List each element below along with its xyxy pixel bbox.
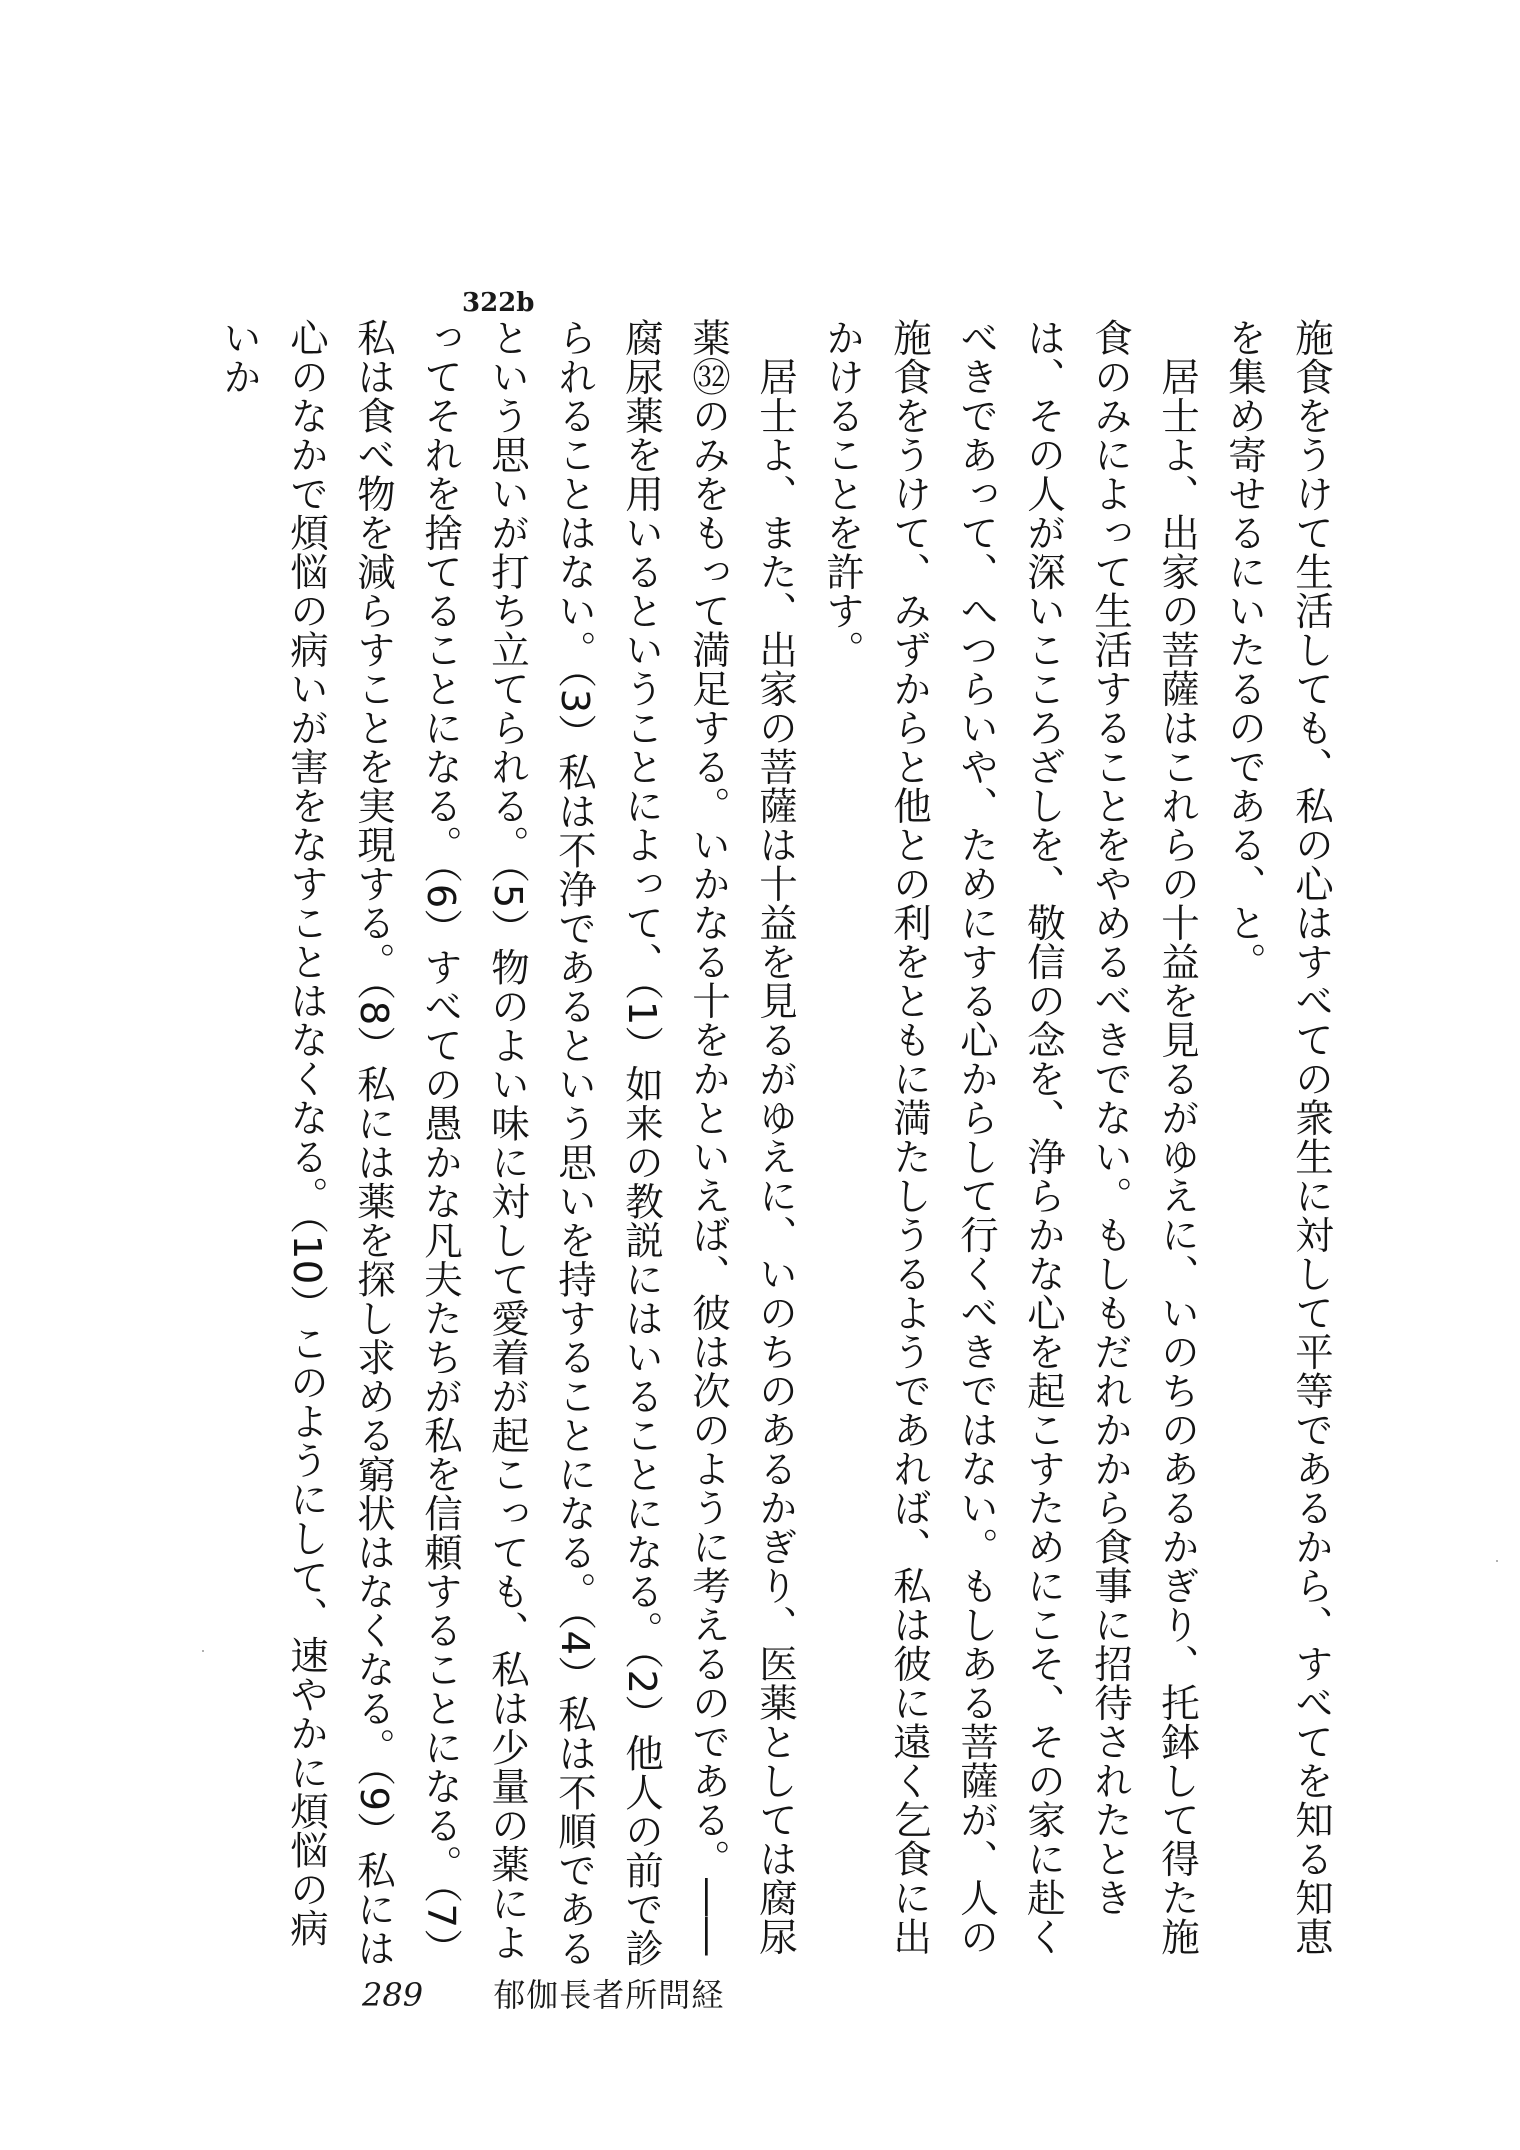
text-line: のみによって生活することをやめるべきでない。もしもだれかから食事に招待されたときは、そ xyxy=(1021,318,1133,1917)
scan-speck xyxy=(1496,1560,1498,1562)
page-footer xyxy=(362,1970,724,2016)
text-line: のなかで煩悩の病いが害をなすことはなくなる。（10）このようにして、速やかに煩悩の病いか xyxy=(217,318,329,1948)
text-line: 居士よ、出家の菩薩はこれらの十益を見るがゆえに、いのちのあるかぎり、托鉢して得た施食 xyxy=(1088,318,1200,1956)
text-line: のみをもって満足する。いかなる十をかといえば、彼は次のように考えるのである。――腐尿薬 xyxy=(619,318,731,1956)
paragraph-1 xyxy=(1211,318,1345,1983)
paragraph-2 xyxy=(809,318,1211,1983)
text-line: を用いるということによって、（1）如来の教説にはいることになる。（2）他人の前で診られ xyxy=(552,318,664,1968)
page-number: 289 xyxy=(362,1976,424,2014)
text-line: 集め寄せるにいたるのである、と。 xyxy=(1222,357,1267,981)
text-line: ることはない。（3）私は不浄であるという思いを持することになる。（4）私は不順であると xyxy=(485,318,597,1968)
text-line: 許す。 xyxy=(820,552,865,669)
text-line: てそれを捨てることになる。（6）すべての愚かな凡夫たちが私を信頼することになる。（7）私 xyxy=(351,318,463,1968)
text-line: は食べ物を減らすことを実現する。（8）私には薬を探し求める窮状はなくなる。（9）私には心 xyxy=(284,318,396,1968)
text-line: の人が深いこころざしを、敬信の念を、浄らかな心を起こすためにこそ、その家に赴くべきであ xyxy=(954,318,1066,1956)
text-line: って、へつらいや、ためにする心からして行くべきではない。もしある菩薩が、人の施食をうけ xyxy=(887,318,999,1956)
running-title: 郁伽長者所問経 xyxy=(493,1976,725,2014)
text-line: 施食をうけて生活しても、私の心はすべての衆生に対して平等であるから、すべてを知る知恵を xyxy=(1222,318,1334,1956)
scan-speck xyxy=(202,1650,204,1652)
margin-reference-marker: 322b xyxy=(462,288,535,318)
text-line: 居士よ、また、出家の菩薩は十益を見るがゆえに、いのちのあるかぎり、医薬としては腐尿薬㉜ xyxy=(686,318,798,1956)
main-vertical-text xyxy=(206,318,1345,1983)
paragraph-3 xyxy=(206,318,809,1983)
text-line: て、みずからと他との利をともに満たしうるようであれば、私は彼に遠く乞食に出かけることを xyxy=(820,318,932,1956)
text-line: いう思いが打ち立てられる。（5）物のよい味に対して愛着が起こっても、私は少量の薬によっ xyxy=(418,318,530,1962)
